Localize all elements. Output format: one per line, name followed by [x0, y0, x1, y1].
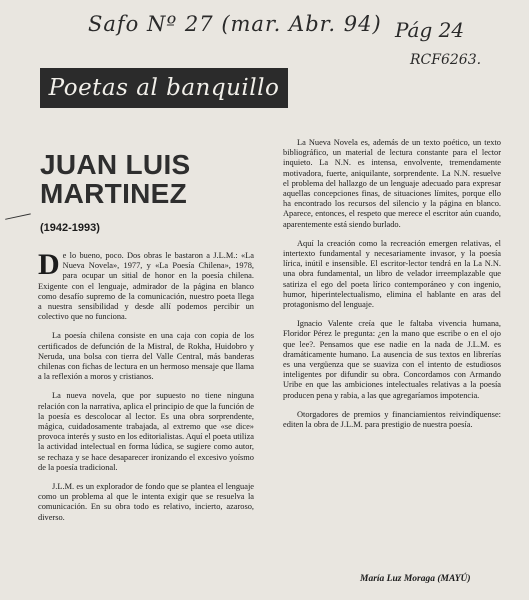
paragraph: Aquí la creación como la recreación emergen relativas, el intertexto fundamental y necesariamente invasor, y la poesía lírica, inútil e insensible. El escritor-lector tendrá en la La N.N. una obra fundamental, un libro de velador irreemplazable que satiriza el ego del poeta lírico contemporáneo y con ingenio, humor, hiperintelectualismo, elimina el hablante en aras del protagonismo del lenguaje. — [283, 238, 501, 310]
drop-cap: D — [38, 248, 60, 281]
section-banner — [40, 68, 288, 108]
author-dates: (1942-1993) — [40, 222, 100, 234]
author-name — [40, 150, 191, 208]
handwritten-page-number: Pág 24 — [395, 18, 465, 42]
left-column — [38, 248, 254, 532]
paragraph: La Nueva Novela es, además de un texto poético, un texto bibliográfico, un material de lectura constante para el lector inquieto. La N.N. es intensa, envolvente, tremendamente motivadora, fuerte, aniquilante, sorprendente. La N.N. resuelve el problema del hallazgo de un lenguaje adecuado para expresar aquellas concepciones finas, de situaciones límites, porque ello ha encontrado los recursos del silencio y la página en blanco. Aparece, entonces, el respeto que merece el escritor aún cuando, aparentemente está siendo burlado. — [283, 138, 501, 229]
article-signature: María Luz Moraga (MAYÚ) — [360, 574, 471, 584]
paragraph: J.L.M. es un explorador de fondo que se plantea el lenguaje como un problema al que le intenta exigir que se resuelva la comunicación. En su obra todo es relativo, incierto, azaroso, diverso. — [38, 482, 254, 522]
right-column — [283, 138, 501, 439]
handwritten-reference-code: RCF6263. — [410, 52, 482, 68]
paragraph: La poesía chilena consiste en una caja con copia de los certificados de defunción de la Mistral, de Rokha, Huidobro y Neruda, una bolsa con tierra del Valle Central, más banderas chilenas con fichas de lectura en un hermoso mensaje que llama a la reflexión a moros y cristianos. — [38, 331, 254, 382]
paragraph — [38, 248, 254, 322]
author-last-name: MARTINEZ — [40, 178, 188, 209]
handwritten-source-note: Safo Nº 27 (mar. Abr. 94) — [88, 12, 382, 36]
section-banner-title: Poetas al banquillo — [48, 75, 280, 101]
paragraph: Otorgadores de premios y financiamientos reivindíquense: editen la obra de J.L.M. para prestigio de nuestra poesía. — [283, 409, 501, 430]
paragraph: La nueva novela, que por supuesto no tiene ninguna relación con la narrativa, aplica el principio de que la función de la poesía es descolocar al lector. Es una obra sorprendente, mágica, cuidadosamente trabajada, al extremo que «se dice» provoca interés y susto en los editorialistas. Aquí el poeta utiliza la actividad intelectual en forma lúdica, se sugiere como autor, se rechaza y se hace desaparecer ironizando el excesivo yoísmo de la poesía tradicional. — [38, 391, 254, 472]
author-first-name: JUAN LUIS — [40, 149, 191, 180]
paragraph: Ignacio Valente creía que le faltaba vivencia humana, Floridor Pérez le pregunta: ¿en la mano que escribe o en el ojo que lee?. Pensamos que ese nadie en la nada de J.L.M. es dramáticamente humano. La ausencia de sus textos en librerías es una vergüenza que se suaviza con el intento de estudiosos inteligentes por difundir su obra. Concordamos con Armando Uribe en que las ambiciones intelectuales relativas a la poesía producen pena y rabia, a las que agregaríamos impotencia. — [283, 319, 501, 400]
pen-mark — [5, 213, 33, 229]
paragraph-text: e lo bueno, poco. Dos obras le bastaron a J.L.M.: «La Nueva Novela», 1977, y «La Poesía Chilena», 1978, para ocupar un sitial de honor en la poesía chilena. Exigente con el lenguaje, admirador de la página en blanco como desafío supremo de la comunicación, nuestro poeta llega a nuestra sensibilidad y desde allí podemos percibir un colectivo que no funciona. — [38, 251, 254, 322]
